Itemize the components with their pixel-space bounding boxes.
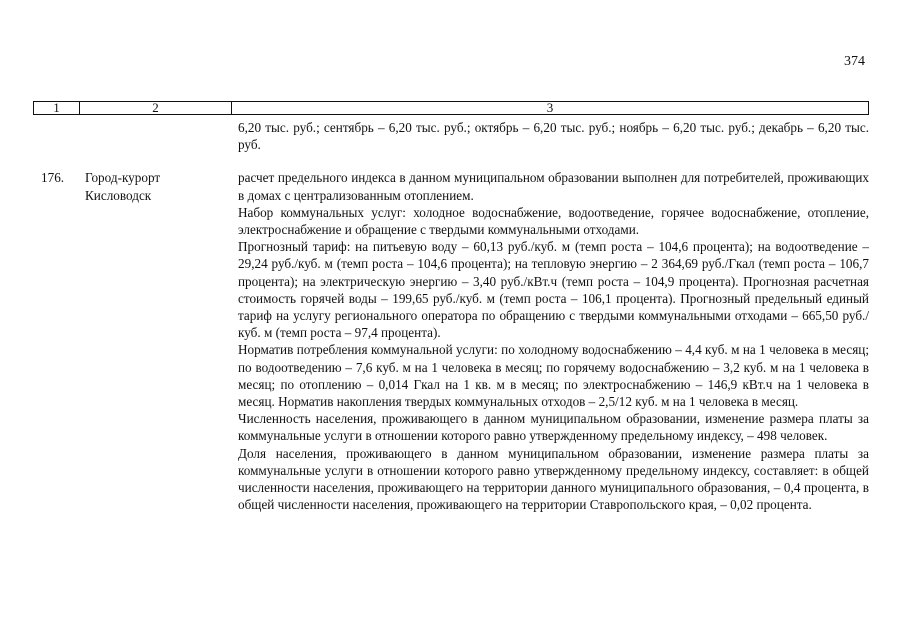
paragraph-population-share: Доля населения, проживающего в данном муниципальном образовании, изменение размера платы за коммунальные услуги в отношении которого равно утвержденному предельному индексу, составляет: в общей численности населения, проживающего на территории данного муниципального образования, – 0,4 процента, в общей численности населения, проживающего на территории Ставропольского края, – 0,02 процента. [238,445,869,513]
column-header-1: 1 [34,102,80,114]
document-body [33,119,869,513]
paragraph-consumption-norm: Норматив потребления коммунальной услуги: по холодному водоснабжению – 4,4 куб. м на 1 человека в месяц; по водоотведению – 7,6 куб. м на 1 человека в месяц; по горячему водоснабжению – 3,2 куб. м на 1 человека в месяц; по отоплению – 0,014 Гкал на 1 кв. м в месяц; по электроснабжению – 146,9 кВт.ч на 1 человека в месяц. Норматив накопления твердых коммунальных отходов – 2,5/12 куб. м на 1 человека в месяц. [238,342,869,410]
paragraph-population-count: Численность населения, проживающего в данном муниципальном образовании, изменение размера платы за коммунальные услуги в отношении которого равно утвержденному предельному индексу, – 498 человек. [238,411,869,444]
column-header-3: 3 [546,100,554,115]
table-header-row [33,101,869,115]
entry-description [231,169,869,513]
continuation-text-cell [231,119,869,153]
continuation-text: 6,20 тыс. руб.; сентябрь – 6,20 тыс. руб.; октябрь – 6,20 тыс. руб.; ноябрь – 6,20 тыс. руб.; декабрь – 6,20 тыс. руб. [238,120,869,153]
paragraph-calculation-note: расчет предельного индекса в данном муниципальном образовании выполнен для потребителей, проживающих в домах с централизованным отоплением. [238,170,869,203]
continuation-row [33,119,869,153]
entry-number: 176. [41,170,65,186]
paragraph-forecast-tariff: Прогнозный тариф: на питьевую воду – 60,13 руб./куб. м (темп роста – 104,6 процента); на водоотведение – 29,24 руб./куб. м (темп роста – 104,6 процента); на тепловую энергию – 2 364,69 руб./Гкал (темп роста – 106,7 процента); на электрическую энергию – 3,40 руб./кВт.ч (темп роста – 104,9 процента). Прогнозная расчетная стоимость горячей воды – 199,65 руб./куб. м (темп роста – 106,1 процента). Прогнозный предельный единый тариф на услугу регионального оператора по обращению с твердыми коммунальными отходами – 665,50 руб./куб. м (темп роста – 97,4 процента). [238,239,869,341]
column-header-2: 2 [80,102,232,114]
continuation-municipality-cell [79,119,231,153]
municipality-name: Город-курорт Кисловодск [85,170,161,203]
paragraph-services-set: Набор коммунальных услуг: холодное водоснабжение, водоотведение, горячее водоснабжение, отопление, электроснабжение и обращение с твердыми коммунальными отходами. [238,204,869,238]
page-number: 374 [844,54,865,69]
continuation-number-cell [33,119,79,153]
table-row [33,169,869,513]
